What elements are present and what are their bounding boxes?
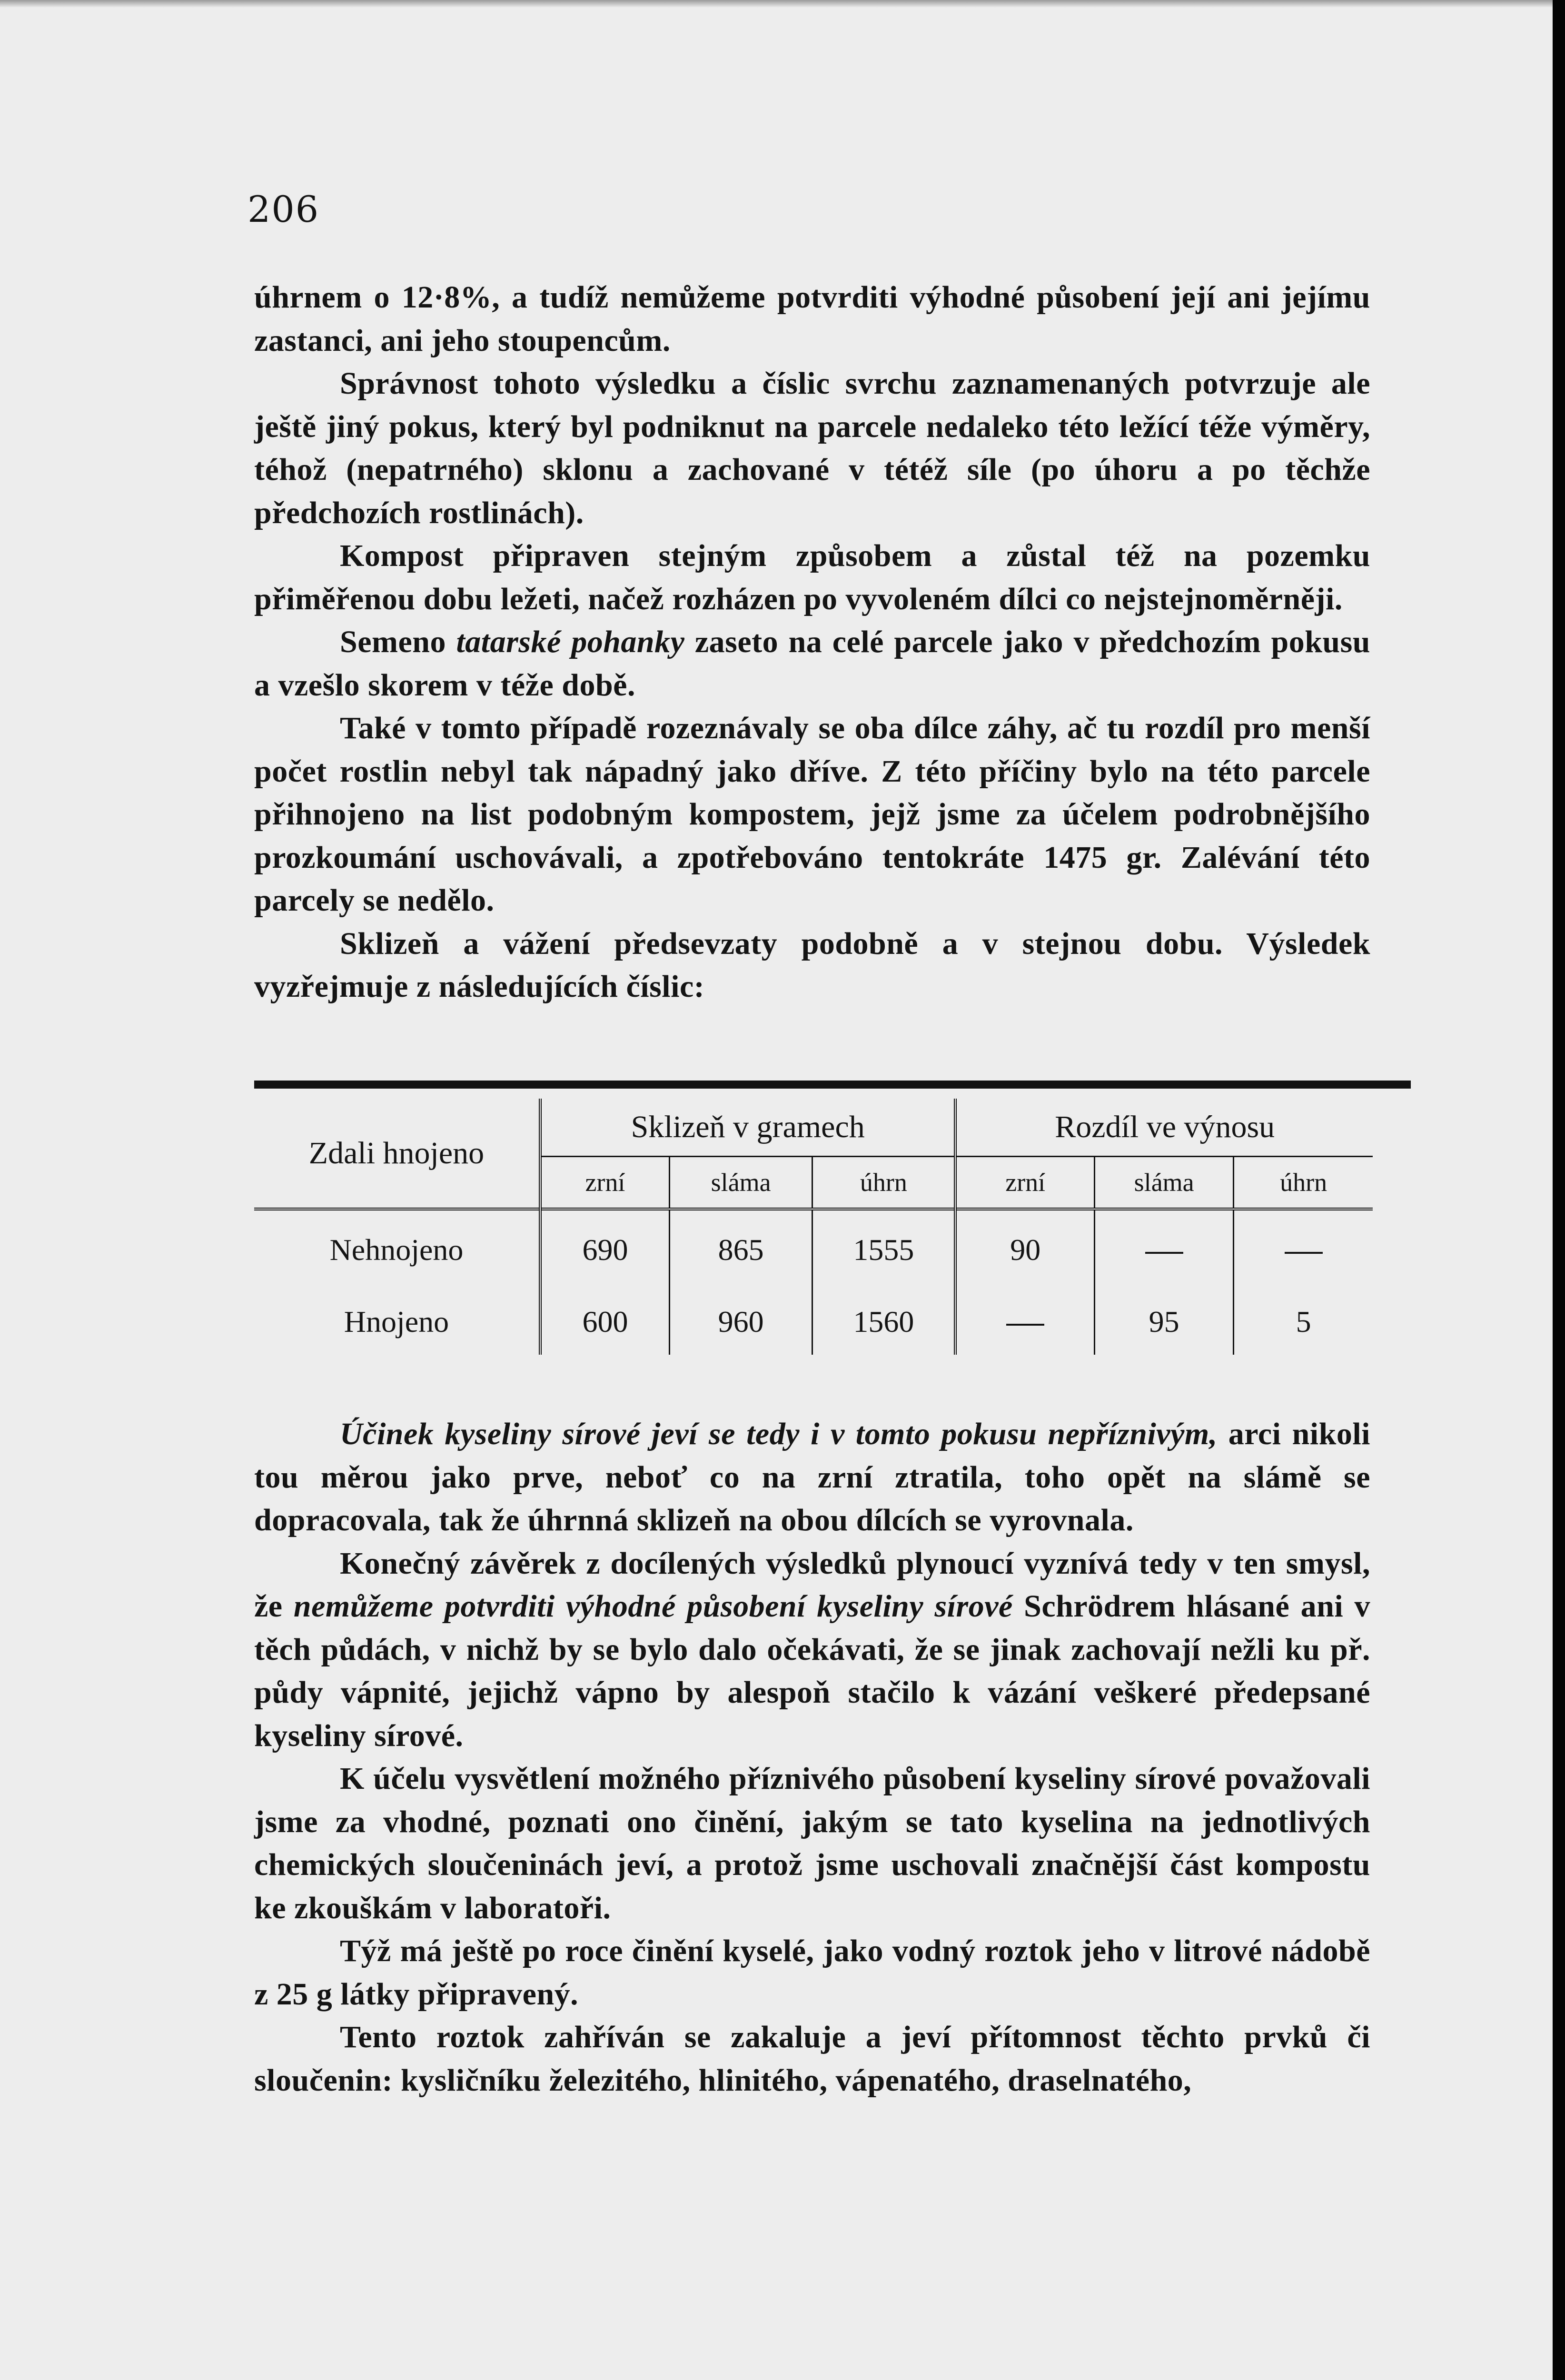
table-cell: 600	[540, 1289, 669, 1355]
body-text-before-table	[254, 276, 1370, 1009]
text-run: zaseto na celé parcele jako v předchozím pokusu a vzešlo skorem v téže době.	[254, 625, 1371, 703]
row-header: Zdali hnojeno	[308, 1135, 485, 1170]
italic-text: tatarské pohanky	[456, 625, 685, 659]
paragraph	[254, 1542, 1370, 1758]
paragraph	[254, 707, 1370, 922]
text-run: Správnost tohoto výsledku a číslic svrchu zaznamenaných potvrzuje ale ještě jiný pokus, který byl podniknut na parcele nedaleko této ležící téže výměry, téhož (nepatrného) sklonu a zachované v tétéž síle (po úhoru a po těchže předchozích rostlinách).	[254, 366, 1370, 530]
table-row	[254, 1289, 1373, 1355]
paragraph	[254, 621, 1370, 707]
scan-top-edge	[0, 0, 1553, 8]
dash-mark	[1145, 1252, 1183, 1254]
text-run: Týž má ještě po roce činění kyselé, jako vodný roztok jeho v litrové nádobě z 25 g látky připravený.	[254, 1934, 1370, 2012]
subheader-cell: zrní	[540, 1157, 669, 1210]
row-label: Nehnojeno	[329, 1232, 464, 1267]
table-cell: 5	[1234, 1289, 1373, 1355]
subheader-cell: úhrn	[1234, 1157, 1373, 1210]
group-header-harvest: Sklizeň v gramech	[540, 1099, 955, 1157]
paragraph	[254, 535, 1370, 621]
table-cell: 960	[669, 1289, 812, 1355]
table-cell	[1234, 1209, 1373, 1289]
row-label: Hnojeno	[344, 1305, 449, 1339]
dash-mark	[1006, 1324, 1044, 1326]
paragraph	[254, 362, 1370, 535]
italic-text: nemůžeme potvrditi výhodné působení kyseliny sírové	[293, 1589, 1013, 1624]
text-run: úhrnem o 12·8%, a tudíž nemůžeme potvrditi výhodné působení její ani jejímu zastanci, ani jeho stoupencům.	[254, 280, 1370, 358]
italic-text: Účinek kyseliny sírové jeví se tedy i v tomto pokusu nepříznivým,	[340, 1417, 1218, 1451]
paragraph	[254, 1413, 1370, 1542]
text-run: Tento roztok zahříván se zakaluje a jeví přítomnost těchto prvků či sloučenin: kysličníku železitého, hlinitého, vápenatého, draselnatého,	[254, 2020, 1370, 2098]
text-run: Sklizeň a vážení předsevzaty podobně a v stejnou dobu. Výsledek vyzřejmuje z následujících číslic:	[254, 926, 1370, 1004]
subheader-cell: úhrn	[812, 1157, 955, 1210]
group-header-difference: Rozdíl ve výnosu	[955, 1099, 1373, 1157]
table-row	[254, 1209, 1373, 1289]
subheader-cell: zrní	[955, 1157, 1094, 1210]
subheader-cell: sláma	[1095, 1157, 1234, 1210]
subheader-cell: sláma	[669, 1157, 812, 1210]
body-text-after-table	[254, 1413, 1370, 2102]
paragraph	[254, 1757, 1370, 1930]
table-cell: 1560	[812, 1289, 955, 1355]
paragraph	[254, 276, 1370, 362]
paragraph	[254, 1930, 1370, 2016]
text-run: Konečný závěrek z docílených výsledků plynoucí vyznívá tedy v ten smysl, že	[254, 1546, 1370, 1624]
dash-mark	[1285, 1252, 1323, 1254]
text-run: arci nikoli tou měrou jako prve, neboť co na zrní ztratila, toho opět na slámě se dopracovala, tak že úhrnná sklizeň na obou dílcích se vyrovnala.	[254, 1417, 1370, 1537]
table-cell	[1095, 1209, 1234, 1289]
paragraph	[254, 2016, 1370, 2102]
table-cell: 690	[540, 1209, 669, 1289]
text-run: Také v tomto případě rozeznávaly se oba dílce záhy, ač tu rozdíl pro menší počet rostlin nebyl tak nápadný jako dříve. Z této příčiny bylo na této parcele přihnojeno na list podobným kompostem, jejž jsme za účelem podrobnějšího prozkoumání uschovávali, a zpotřebováno tentokráte 1475 gr. Zalévání této parcely se nedělo.	[254, 711, 1370, 918]
text-run: Kompost připraven stejným způsobem a zůstal též na pozemku přiměřenou dobu ležeti, načež rozházen po vyvoleném dílci co nejstejnoměrněji.	[254, 538, 1370, 616]
text-run: Schrödrem hlásané ani v těch půdách, v nichž by se bylo dalo očekávati, že se jinak zachovají nežli ku př. půdy vápnité, jejichž vápno by alespoň stačilo k vázání veškeré předepsané kyseliny sírové.	[254, 1589, 1370, 1753]
table-cell: 95	[1095, 1289, 1234, 1355]
paragraph	[254, 922, 1370, 1009]
table-cell: 90	[955, 1209, 1094, 1289]
yield-table	[254, 1081, 1373, 1409]
table-cell	[955, 1289, 1094, 1355]
table-cell: 1555	[812, 1209, 955, 1289]
table-top-rule	[254, 1081, 1411, 1089]
page-number: 206	[248, 188, 320, 230]
table-cell: 865	[669, 1209, 812, 1289]
text-run: K účelu vysvětlení možného příznivého působení kyseliny sírové považovali jsme za vhodné, poznati ono činění, jakým se tato kyselina na jednotlivých chemických sloučeninách jeví, a protož jsme uschovali značnější část kompostu ke zkouškám v laboratoři.	[254, 1761, 1370, 1925]
scan-right-edge	[1553, 0, 1565, 2380]
text-run: Semeno	[340, 625, 456, 659]
yield-table-grid	[254, 1099, 1373, 1355]
